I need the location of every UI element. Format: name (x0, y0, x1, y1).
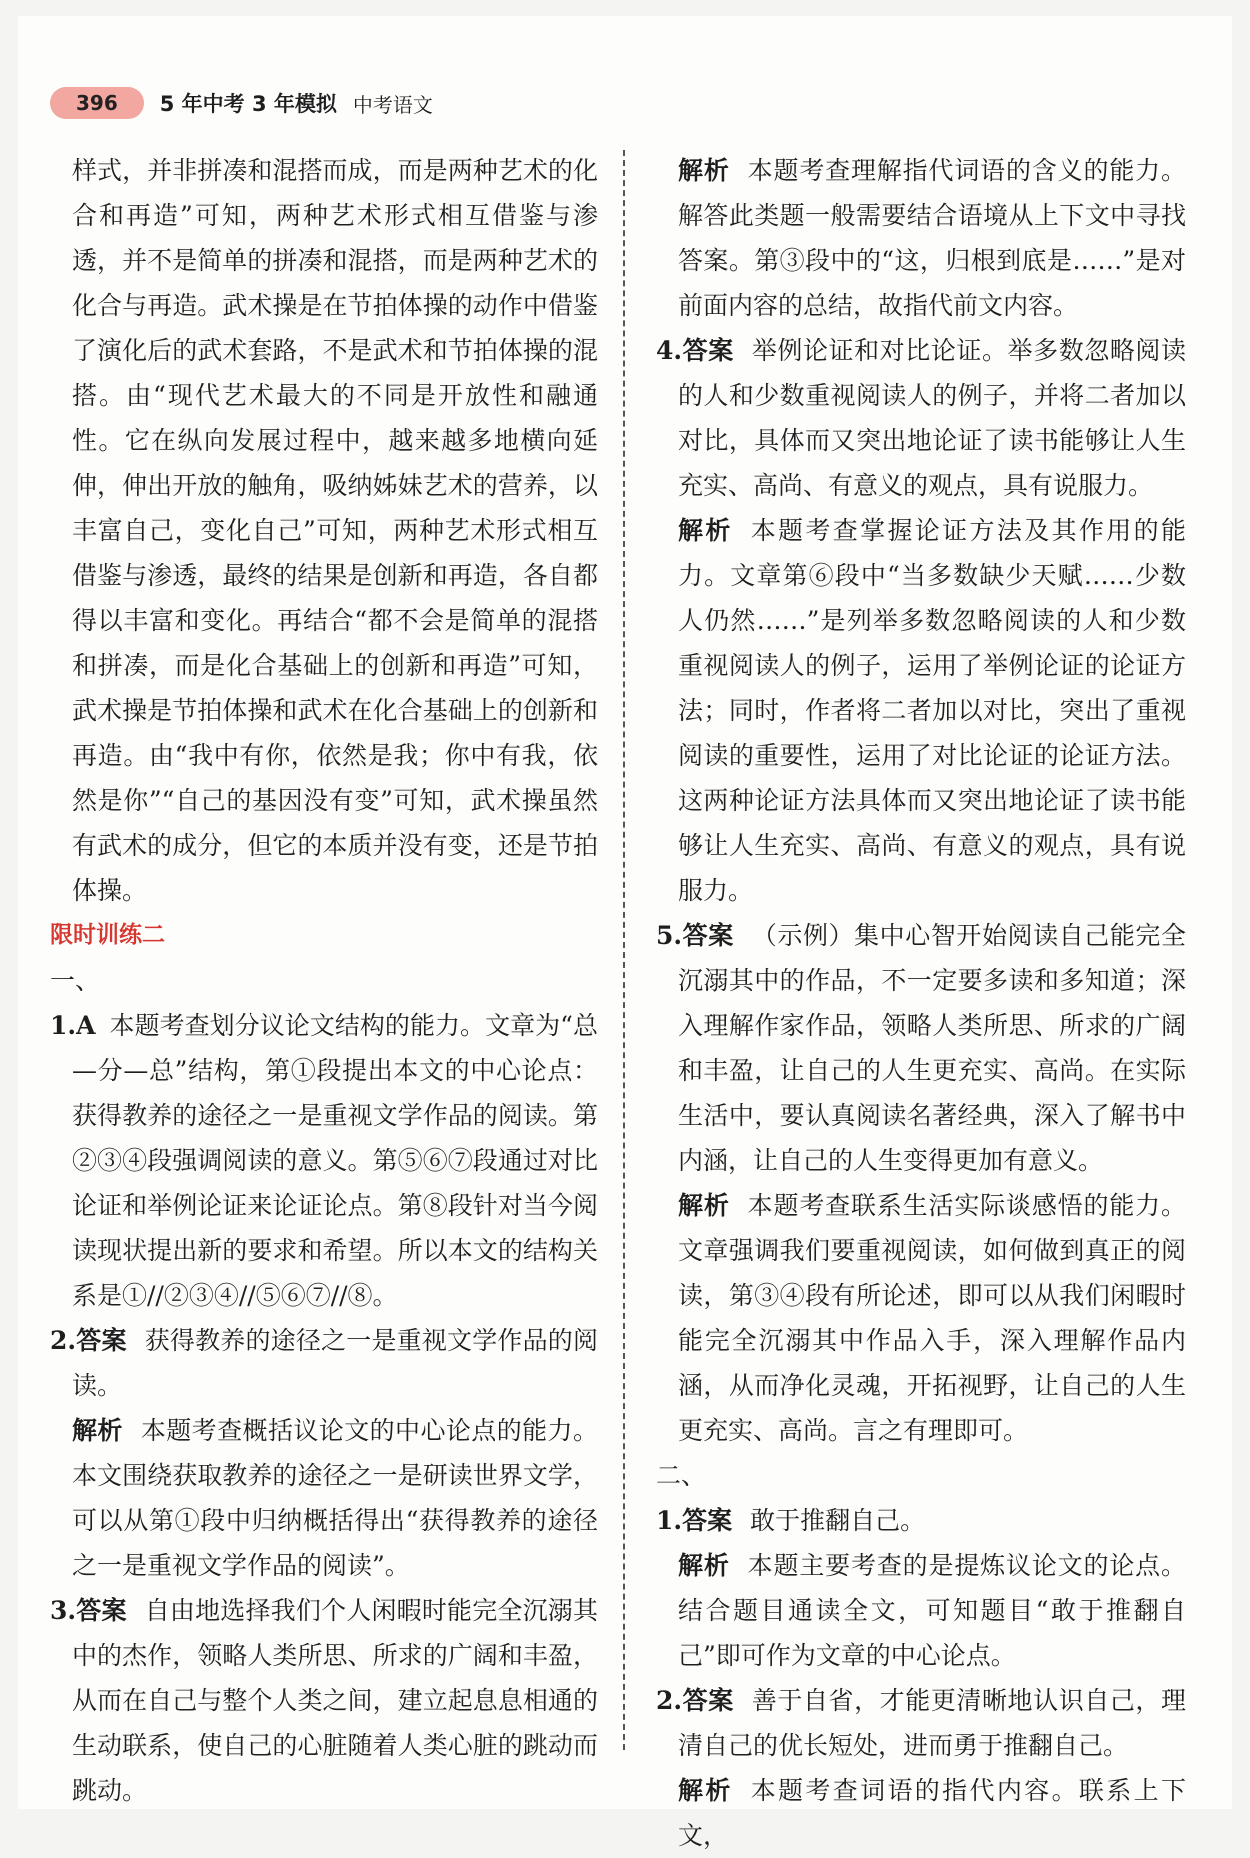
part-two-question-2-analysis (656, 1768, 1186, 1858)
analysis-text: 本题考查概括议论文的中心论点的能力。本文围绕获取教养的途径之一是研读世界文学，可以从第①段中归纳概括得出“获得教养的途径之一是重视文学作品的阅读”。 (72, 1416, 598, 1580)
analysis-text: 本题考查理解指代词语的含义的能力。解答此类题一般需要结合语境从上下文中寻找答案。第③段中的“这，归根到底是……”是对前面内容的总结，故指代前文内容。 (678, 156, 1186, 320)
question-number: 2. (656, 1686, 683, 1715)
left-column (50, 148, 598, 1813)
page-header (50, 84, 433, 122)
analysis-tag: 解析 (678, 156, 730, 185)
part-two-question-1-answer (656, 1498, 1186, 1543)
question-number: 5. (656, 921, 683, 950)
part-one-heading: 一、 (50, 966, 101, 995)
analysis-text: 本题考查联系生活实际谈感悟的能力。文章强调我们要重视阅读，如何做到真正的阅读，第③④段有所论述，即可以从我们闲暇时能完全沉溺其中作品入手，深入理解作品内涵，从而净化灵魂，开拓视野，让自己的人生更充实、高尚。言之有理即可。 (678, 1191, 1186, 1445)
answer-text: 获得教养的途径之一是重视文学作品的阅读。 (72, 1326, 598, 1400)
answer-tag: 答案 (682, 921, 734, 950)
question-number: 2. (50, 1326, 77, 1355)
question-number: 1.A (50, 1011, 96, 1040)
answer-text: （示例）集中心智开始阅读自己能完全沉溺其中的作品，不一定要多读和多知道；深入理解作家作品，领略人类所思、所求的广阔和丰盈，让自己的人生更充实、高尚。在实际生活中，要认真阅读名著经典，深入了解书中内涵，让自己的人生变得更加有意义。 (678, 921, 1186, 1175)
answer-tag: 答案 (682, 336, 734, 365)
answer-text: 善于自省，才能更清晰地认识自己，理清自己的优长短处，进而勇于推翻自己。 (678, 1686, 1186, 1760)
question-4-answer (656, 328, 1186, 508)
answer-text: 敢于推翻自己。 (750, 1506, 926, 1535)
answer-tag: 答案 (76, 1326, 127, 1355)
answer-tag: 答案 (682, 1686, 734, 1715)
analysis-text: 本题主要考查的是提炼议论文的论点。结合题目通读全文，可知题目“敢于推翻自己”即可作为文章的中心论点。 (678, 1551, 1186, 1670)
answer-tag: 答案 (682, 1506, 733, 1535)
analysis-tag: 解析 (678, 1776, 733, 1805)
analysis-text: 本题考查掌握论证方法及其作用的能力。文章第⑥段中“当多数缺少天赋……少数人仍然……”是列举多数忽略阅读的人和少数重视阅读人的例子，运用了举例论证的论证方法；同时，作者将二者加以对比，突出了重视阅读的重要性，运用了对比论证的论证方法。这两种论证方法具体而又突出地论证了读书能够让人生充实、高尚、有意义的观点，具有说服力。 (678, 516, 1186, 905)
part-two-heading: 二、 (656, 1461, 707, 1490)
analysis-tag: 解析 (678, 516, 733, 545)
intro-paragraph: 样式，并非拼凑和混搭而成，而是两种艺术的化合和再造”可知，两种艺术形式相互借鉴与渗透，并不是简单的拼凑和混搭，而是两种艺术的化合与再造。武术操是在节拍体操的动作中借鉴了演化后的武术套路，不是武术和节拍体操的混搭。由“现代艺术最大的不同是开放性和融通性。它在纵向发展过程中，越来越多地横向延伸，伸出开放的触角，吸纳姊妹艺术的营养，以丰富自己，变化自己”可知，两种艺术形式相互借鉴与渗透，最终的结果是创新和再造，各自都得以丰富和变化。再结合“都不会是简单的混搭和拼凑，而是化合基础上的创新和再造”可知，武术操是节拍体操和武术在化合基础上的创新和再造。由“我中有你，依然是我；你中有我，依然是你”“自己的基因没有变”可知，武术操虽然有武术的成分，但它的本质并没有变，还是节拍体操。 (72, 156, 598, 905)
analysis-tag: 解析 (72, 1416, 123, 1445)
question-2-analysis (50, 1408, 598, 1588)
part-two-question-1-analysis (656, 1543, 1186, 1678)
question-2-answer (50, 1318, 598, 1408)
question-5-analysis (656, 1183, 1186, 1453)
right-column (656, 148, 1186, 1858)
question-text: 本题考查划分议论文结构的能力。文章为“总—分—总”结构，第①段提出本文的中心论点：获得教养的途径之一是重视文学作品的阅读。第②③④段强调阅读的意义。第⑤⑥⑦段通过对比论证和举例论证来论证论点。第⑧段针对当今阅读现状提出新的要求和希望。所以本文的结构关系是①//②③④//⑤⑥⑦//⑧。 (72, 1011, 598, 1310)
question-1 (50, 1003, 598, 1318)
analysis-tag: 解析 (678, 1551, 730, 1580)
question-number: 1. (656, 1506, 683, 1535)
column-divider (623, 150, 625, 1750)
answer-text: 举例论证和对比论证。举多数忽略阅读的人和少数重视阅读人的例子，并将二者加以对比，具体而又突出地论证了读书能够让人生充实、高尚、有意义的观点，具有说服力。 (678, 336, 1186, 500)
page-number: 396 (50, 87, 144, 119)
section-title: 限时训练二 (50, 922, 165, 948)
answer-tag: 答案 (76, 1596, 127, 1625)
answer-text: 自由地选择我们个人闲暇时能完全沉溺其中的杰作，领略人类所思、所求的广阔和丰盈，从而在自己与整个人类之间，建立起息息相通的生动联系，使自己的心脏随着人类心脏的跳动而跳动。 (72, 1596, 598, 1805)
analysis-text: 本题考查词语的指代内容。联系上下文， (678, 1776, 1186, 1850)
question-number: 4. (656, 336, 683, 365)
question-4-analysis (656, 508, 1186, 913)
analysis-tag: 解析 (678, 1191, 730, 1220)
book-title: 5 年中考 3 年模拟 (159, 92, 337, 116)
question-3-answer (50, 1588, 598, 1813)
question-3-analysis (656, 148, 1186, 328)
question-5-answer (656, 913, 1186, 1183)
part-two-question-2-answer (656, 1678, 1186, 1768)
question-number: 3. (50, 1596, 77, 1625)
subject-label: 中考语文 (352, 92, 433, 117)
